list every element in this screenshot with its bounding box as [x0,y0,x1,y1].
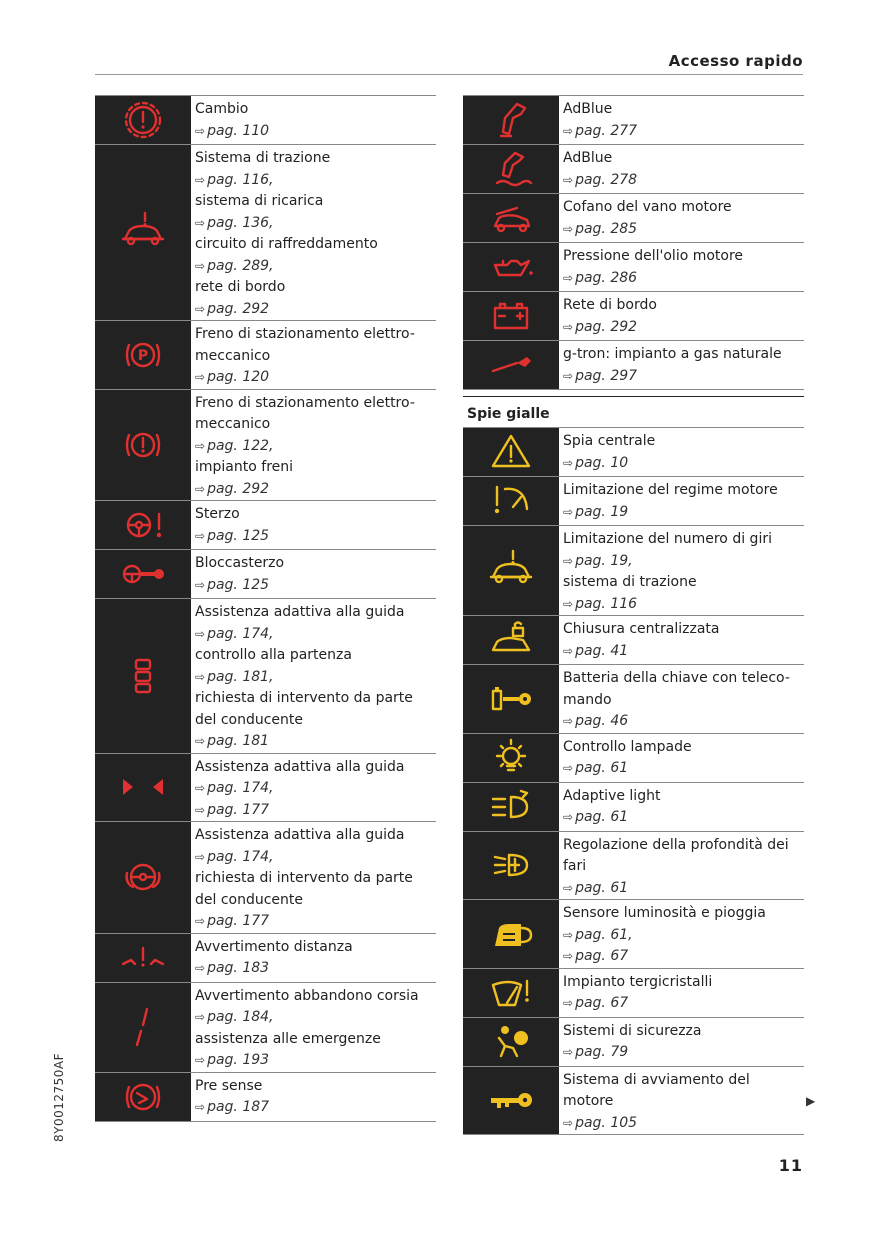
entry-label: circuito di raffreddamento [195,236,378,252]
entry-label: del conducente [195,711,304,728]
list-item [463,899,804,968]
list-item [95,389,436,501]
left-column [95,95,436,1122]
arrow-right-icon: ⇨ [195,301,206,316]
entry-label: controllo alla partenza [195,647,352,663]
page-reference-link[interactable]: ⇨ pag. 174, [195,848,274,865]
list-item [95,95,436,144]
page-reference-link[interactable]: ⇨ pag. 136, [195,214,274,231]
page-reference-link[interactable]: ⇨ pag. 181 [195,733,270,749]
svg-text:P: P [137,347,149,364]
entry-text [559,145,804,193]
car-warning-yellow-icon [463,526,559,615]
entry-text [559,969,804,1017]
page-reference-link[interactable]: ⇨ pag. 46 [563,713,629,729]
entry-label: Pre sense [195,1077,263,1094]
entry-text [191,983,436,1072]
page-reference-link[interactable]: ⇨ pag. 286 [563,269,638,286]
list-item [95,821,436,933]
arrow-right-icon: ⇨ [563,596,574,611]
entry-text [559,292,804,340]
arrow-right-icon: ⇨ [195,172,206,187]
entry-text [559,341,804,389]
arrow-right-icon: ⇨ [195,1010,206,1024]
lane-departure-icon [95,983,191,1072]
list-item [463,782,804,831]
list-item [463,968,804,1017]
steering-warning-icon [95,501,191,549]
arrow-right-icon: ⇨ [195,577,206,592]
gear-warning-icon [95,96,191,144]
parking-brake-icon [95,321,191,389]
list-item [463,525,804,615]
page-reference-link[interactable]: ⇨ pag. 125 [195,576,270,593]
entry-label: Avvertimento distanza [195,938,353,955]
page-reference-link[interactable]: ⇨ pag. 177 [195,801,270,818]
entry-text [191,321,436,389]
page-reference-link[interactable]: ⇨ pag. 125 [195,527,270,544]
page-reference-link[interactable]: ⇨ pag. 110 [195,122,270,139]
page-reference-link[interactable]: ⇨ pag. 41 [563,642,629,659]
car-warning-icon [95,145,191,320]
list-item [95,598,436,753]
page-reference-link[interactable]: ⇨ pag. 278 [563,171,638,188]
arrow-right-icon: ⇨ [195,123,206,138]
arrow-right-icon: ⇨ [195,626,206,641]
page-reference-link[interactable]: ⇨ pag. 183 [195,960,270,976]
arrow-right-icon: ⇨ [563,810,574,824]
arrow-right-icon: ⇨ [563,1115,574,1130]
list-item [95,500,436,549]
bulb-check-icon [463,734,559,782]
entry-label: Limitazione del numero di giri [563,531,772,547]
entry-label: Batteria della chiave con teleco- [563,670,790,686]
page-reference-link[interactable]: ⇨ pag. 187 [195,1099,270,1115]
page-reference-link[interactable]: ⇨ pag. 292 [195,300,270,317]
arrow-right-icon: ⇨ [563,643,574,658]
page-reference-link[interactable]: ⇨ pag. 177 [195,913,270,929]
list-item [463,615,804,664]
page-reference-link[interactable]: ⇨ pag. 19 [563,503,629,520]
list-item [95,1072,436,1122]
brake-warning-icon [95,390,191,501]
arrow-right-icon: ⇨ [195,781,206,795]
entry-text [191,754,436,822]
page-reference-link[interactable]: ⇨ pag. 79 [563,1044,629,1060]
entry-label: mando [563,691,612,708]
arrow-right-icon: ⇨ [195,961,206,975]
arrow-right-icon: ⇨ [563,553,574,568]
entry-text [559,428,804,476]
list-item [463,193,804,242]
arrow-right-icon: ⇨ [195,849,206,864]
arrow-right-icon: ⇨ [195,669,206,684]
entry-label: Assistenza adattiva alla guida [195,604,405,620]
page-reference-link[interactable]: ⇨ pag. 67 [563,948,629,964]
entry-text [191,934,436,982]
list-item [463,831,804,900]
entry-label: Adaptive light [563,787,661,804]
page-title: Accesso rapido [668,52,803,70]
arrow-right-icon: ⇨ [563,455,574,470]
entry-text [191,390,436,501]
entry-label: del conducente [195,891,304,908]
entry-text [559,783,804,831]
page-reference-link[interactable]: ⇨ pag. 193 [195,1052,270,1068]
list-item [95,982,436,1072]
arrow-right-icon: ⇨ [195,215,206,230]
page-reference-link[interactable]: ⇨ pag. 277 [563,122,638,139]
entry-label: Cambio [195,101,249,117]
entry-label: Spia centrale [563,433,656,449]
entry-text [559,526,804,615]
arrow-right-icon: ⇨ [195,1053,206,1067]
list-item [463,291,804,340]
list-item [463,476,804,525]
entry-text [559,1018,804,1066]
entry-label: Rete di bordo [563,297,657,313]
central-lock-icon [463,616,559,664]
entry-label: Impianto tergicristalli [563,973,713,990]
entry-label: Controllo lampade [563,738,692,755]
list-item [463,242,804,291]
adaptive-cruise-icon [95,599,191,753]
entry-label: Pressione dell'olio motore [563,248,744,264]
distance-warning-icon [95,934,191,982]
entry-text [191,599,436,753]
entry-text [559,665,804,733]
entry-label: AdBlue [563,150,613,166]
entry-text [191,1073,436,1121]
entry-label: Regolazione della profondità dei [563,836,789,853]
steering-lock-key-icon [95,550,191,598]
page-reference-link[interactable]: ⇨ pag. 61, [563,926,633,943]
oil-pressure-icon [463,243,559,291]
entry-label: Avvertimento abbandono corsia [195,987,419,1004]
entry-label: Cofano del vano motore [563,199,732,215]
entry-label: fari [563,858,587,874]
list-item [463,1017,804,1066]
page-reference-link[interactable]: ⇨ pag. 116, [195,171,274,188]
entry-label: assistenza alle emergenze [195,1030,381,1047]
arrow-right-icon: ⇨ [563,880,574,895]
page-reference-link[interactable]: ⇨ pag. 120 [195,369,270,385]
entry-text [191,501,436,549]
hood-open-icon [463,194,559,242]
arrow-right-icon: ⇨ [563,996,574,1010]
entry-label: g-tron: impianto a gas naturale [563,346,782,362]
arrow-right-icon: ⇨ [563,1045,574,1059]
list-item [95,320,436,389]
list-item [463,95,804,144]
arrow-right-icon: ⇨ [563,319,574,334]
page-reference-link[interactable]: ⇨ pag. 116 [563,595,638,612]
battery-icon [463,292,559,340]
arrow-right-icon: ⇨ [195,914,206,928]
page-header [95,50,803,75]
entry-text [191,822,436,933]
entry-label: meccanico [195,347,271,364]
continue-arrow-icon: ▶ [806,1094,816,1108]
entry-text [559,96,804,144]
entry-label: richiesta di intervento da parte [195,870,413,886]
entry-text [559,1067,804,1135]
page-reference-link[interactable]: ⇨ pag. 105 [563,1114,638,1131]
arrow-right-icon: ⇨ [195,258,206,273]
list-item [463,428,804,476]
arrow-right-icon: ⇨ [563,221,574,236]
entry-label: Sistema di trazione [195,150,331,166]
key-icon [463,1067,559,1135]
warning-triangle-icon [463,428,559,476]
entry-label: Assistenza adattiva alla guida [195,827,405,843]
entry-label: Sterzo [195,506,240,522]
document-code: 8Y0012750AF [52,1052,66,1142]
entry-text [191,550,436,598]
list-item [463,144,804,193]
hands-on-wheel-icon [95,822,191,933]
entry-text [191,145,436,320]
entry-label: Sensore luminosità e pioggia [563,905,766,921]
page-reference-link[interactable]: ⇨ pag. 10 [563,454,629,471]
headlight-range-icon [463,832,559,900]
page-reference-link[interactable]: ⇨ pag. 297 [563,367,638,384]
entry-label: sistema di ricarica [195,193,324,209]
entry-text [559,734,804,782]
arrow-right-icon: ⇨ [563,368,574,383]
page-reference-link[interactable]: ⇨ pag. 292 [195,480,270,497]
arrow-right-icon: ⇨ [563,714,574,728]
arrow-right-icon: ⇨ [563,123,574,138]
page-number: 11 [778,1156,803,1175]
entry-label: Bloccasterzo [195,555,285,571]
arrow-right-icon: ⇨ [195,1100,206,1114]
page-reference-link[interactable]: ⇨ pag. 122, [195,437,274,454]
arrow-right-icon: ⇨ [195,802,206,817]
arrow-right-icon: ⇨ [195,481,206,496]
entry-text [191,96,436,144]
right-column [463,95,804,1135]
arrow-right-icon: ⇨ [563,172,574,187]
page-reference-link[interactable]: ⇨ pag. 289, [195,257,274,274]
list-item [95,144,436,320]
rev-limit-icon [463,477,559,525]
arrow-right-icon: ⇨ [563,949,574,963]
list-item [463,340,804,390]
adblue-nozzle-icon [463,96,559,144]
entry-text [559,194,804,242]
page-reference-link[interactable]: ⇨ pag. 61 [563,879,629,896]
adaptive-light-icon [463,783,559,831]
list-item [95,753,436,822]
entry-label: sistema di trazione [563,574,697,590]
list-item [95,549,436,598]
page-reference-link[interactable]: ⇨ pag. 61 [563,809,629,825]
page-reference-link[interactable]: ⇨ pag. 61 [563,760,629,776]
page-reference-link[interactable]: ⇨ pag. 19, [563,552,633,569]
entry-label: Freno di stazionamento elettro- [195,394,415,411]
light-rain-sensor-icon [463,900,559,968]
entry-text [559,900,804,968]
entry-text [559,477,804,525]
arrow-right-icon: ⇨ [195,438,206,453]
adblue-warning-icon [463,145,559,193]
list-item [463,664,804,733]
list-item [463,733,804,782]
entry-label: rete di bordo [195,279,286,295]
page-reference-link[interactable]: ⇨ pag. 67 [563,995,629,1011]
page-reference-link[interactable]: ⇨ pag. 174, [195,780,274,796]
page-reference-link[interactable]: ⇨ pag. 184, [195,1009,274,1025]
page-reference-link[interactable]: ⇨ pag. 292 [563,318,638,335]
entry-label: Freno di stazionamento elettro- [195,326,415,342]
entry-label: Sistemi di sicurezza [563,1022,702,1039]
entry-label: Assistenza adattiva alla guida [195,758,405,775]
entry-label: impianto freni [195,459,294,475]
key-battery-icon [463,665,559,733]
list-item [463,1066,804,1136]
entry-label: Sistema di avviamento del motore [563,1071,750,1109]
pre-sense-icon [95,1073,191,1121]
list-item [95,933,436,982]
section-title: Spie gialle [463,396,804,428]
page-reference-link[interactable]: ⇨ pag. 174, [195,625,274,642]
entry-text [559,243,804,291]
arrow-right-icon: ⇨ [195,734,206,748]
arrow-right-icon: ⇨ [195,528,206,543]
entry-text [559,832,804,900]
entry-text [559,616,804,664]
arrow-right-icon: ⇨ [563,270,574,285]
page-reference-link[interactable]: ⇨ pag. 181, [195,668,274,685]
entry-label: AdBlue [563,101,613,117]
entry-label: Limitazione del regime motore [563,482,778,498]
wiper-warning-icon [463,969,559,1017]
entry-label: meccanico [195,416,271,432]
entry-label: richiesta di intervento da parte [195,690,413,706]
arrow-right-icon: ⇨ [563,927,574,942]
arrow-right-icon: ⇨ [195,370,206,384]
page-reference-link[interactable]: ⇨ pag. 285 [563,220,638,237]
wrench-icon [463,341,559,389]
arrow-right-icon: ⇨ [563,504,574,519]
airbag-icon [463,1018,559,1066]
entry-label: Chiusura centralizzata [563,621,720,637]
lane-arrows-icon [95,754,191,822]
arrow-right-icon: ⇨ [563,761,574,775]
